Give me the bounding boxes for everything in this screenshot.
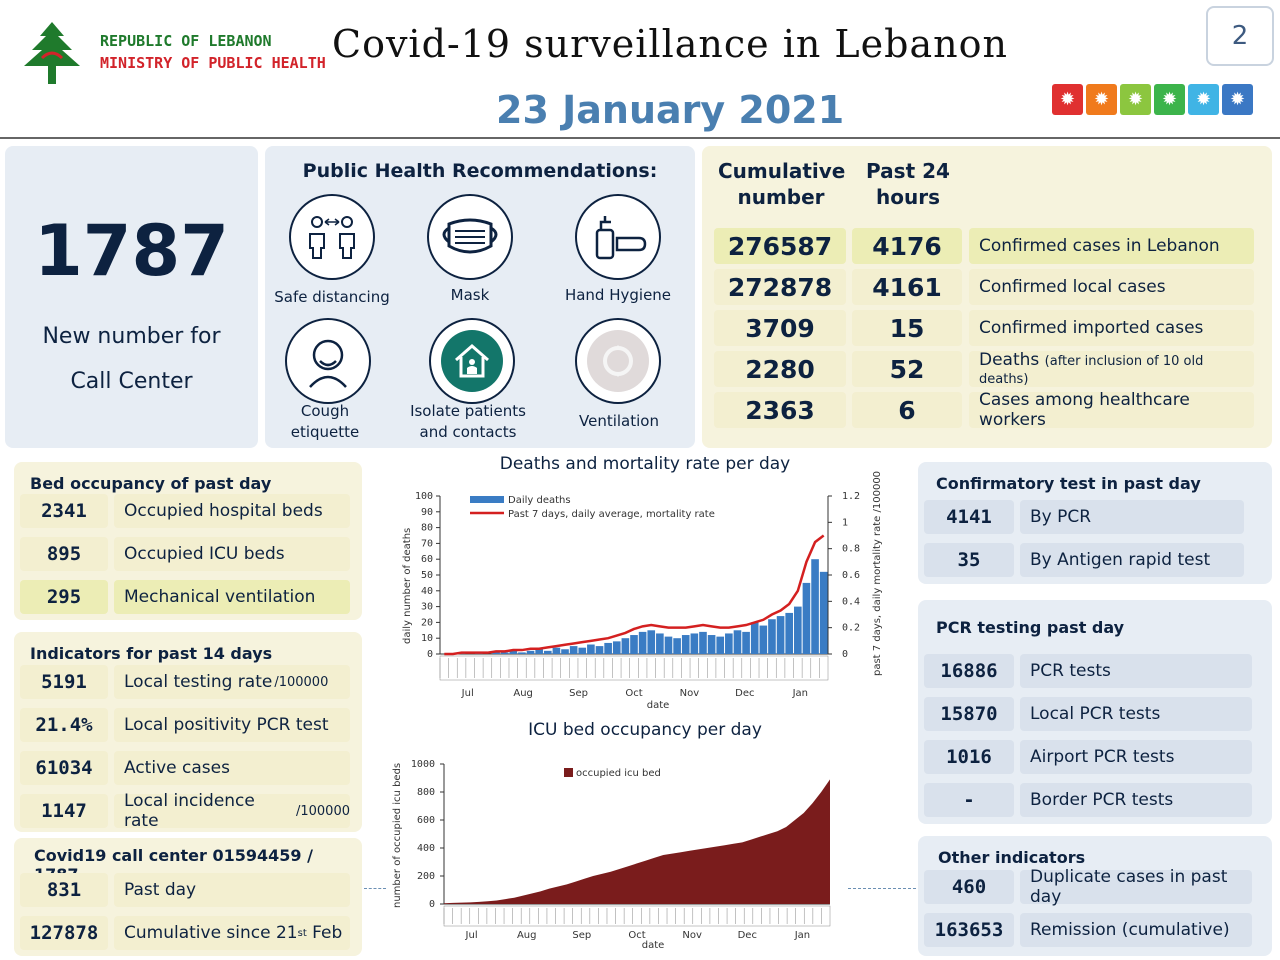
stat-value: 295 [20, 580, 108, 614]
stat-value: 163653 [924, 913, 1014, 947]
stat-label [114, 708, 350, 742]
stat-value: - [924, 783, 1014, 817]
stat-value: 21.4% [20, 708, 108, 742]
stat-label [1020, 783, 1252, 817]
death-bar [656, 633, 664, 654]
y-tick-label: 100 [414, 491, 433, 502]
rec-mask: Mask [450, 286, 490, 304]
death-bar [760, 626, 768, 654]
call-center-label: New number for Call Center [42, 324, 221, 394]
death-bar [501, 652, 509, 654]
stat-value: 460 [924, 870, 1014, 904]
death-bar [596, 646, 604, 654]
y2-tick-label: 0.6 [842, 570, 861, 581]
y-tick-label: 70 [420, 538, 433, 550]
death-bar [553, 648, 561, 654]
confirmatory-panel [918, 462, 1272, 584]
col-past24: Past 24 hours [866, 159, 950, 209]
stat-value: 5191 [20, 665, 108, 699]
past24-value: 15 [852, 310, 962, 346]
y-tick-label: 30 [420, 601, 433, 613]
death-bar [708, 635, 716, 654]
death-bar [561, 649, 569, 654]
hand-hygiene-icon [575, 194, 661, 280]
icu-area [444, 779, 830, 904]
stat-label-text: Local testing rate [124, 672, 273, 692]
pcr-title: PCR testing past day [936, 618, 1125, 637]
cumulative-label: Cases among healthcare workers [969, 392, 1254, 428]
deaths-chart [380, 452, 910, 712]
status-icons [1052, 84, 1253, 115]
stat-label-text: Local positivity PCR test [124, 715, 329, 735]
death-bar [587, 645, 595, 654]
isolate-icon [429, 318, 515, 404]
cumulative-value: 2280 [714, 351, 846, 387]
stat-value: 16886 [924, 654, 1014, 688]
month-label: Nov [682, 930, 702, 941]
y-tick-label: 40 [420, 585, 433, 597]
stat-label-text: Duplicate cases in past day [1030, 867, 1228, 907]
col-cumulative: Cumulative number [718, 159, 846, 209]
stat-label-text: Border PCR tests [1030, 790, 1174, 810]
call-center-panel [5, 146, 258, 448]
y2-tick-label: 0.8 [842, 543, 861, 555]
past24-value: 52 [852, 351, 962, 387]
cumulative-value: 276587 [714, 228, 846, 264]
death-bar [665, 637, 673, 654]
cumulative-panel [702, 146, 1272, 448]
cumulative-row [702, 392, 1272, 428]
y2-tick-label: 0.2 [842, 622, 861, 634]
month-label: Sep [572, 930, 592, 941]
status-icon: ✹ [1188, 84, 1219, 115]
status-icon: ✹ [1120, 84, 1151, 115]
y2-tick-label: 0 [842, 649, 849, 660]
ministry-line1: REPUBLIC OF LEBANON [100, 32, 272, 50]
status-icon: ✹ [1086, 84, 1117, 115]
y-tick-label: 600 [416, 815, 435, 826]
x-axis-label: date [646, 700, 670, 710]
month-label: Aug [513, 688, 533, 699]
death-bar [544, 651, 552, 654]
month-label: Jan [792, 688, 808, 699]
ventilation-icon [575, 318, 661, 404]
death-bar [725, 633, 733, 654]
y-tick-label: 50 [420, 570, 433, 581]
bed-panel [14, 462, 362, 620]
cumulative-label: Confirmed imported cases [969, 310, 1254, 346]
month-label: Jan [794, 930, 811, 941]
death-bar [699, 632, 707, 654]
past24-value: 4176 [852, 228, 962, 264]
y2-axis-label: past 7 days, daily mortality rate /100000 [872, 470, 883, 676]
stat-label [114, 580, 350, 614]
y2-tick-label: 1.2 [842, 491, 861, 502]
date-strip [440, 656, 828, 680]
safe-distancing-icon [289, 194, 375, 280]
deaths-label: Deaths [979, 350, 1040, 370]
death-bar [777, 616, 785, 654]
stat-label-text: Active cases [124, 758, 230, 778]
recommendations-panel [265, 146, 695, 448]
legend-icu: occupied icu bed [576, 768, 661, 779]
y-tick-label: 1000 [410, 759, 435, 770]
other-title: Other indicators [938, 848, 1086, 867]
death-bar [647, 630, 655, 654]
confirmatory-title: Confirmatory test in past day [936, 474, 1201, 493]
status-icon: ✹ [1154, 84, 1185, 115]
stat-label-text: Mechanical ventilation [124, 587, 316, 607]
stat-value: 4141 [924, 500, 1014, 534]
stat-value: 831 [20, 873, 108, 907]
rec-cough: Cough etiquette [290, 402, 360, 441]
death-bar [794, 607, 802, 654]
status-icon: ✹ [1222, 84, 1253, 115]
stat-label-text: PCR tests [1030, 661, 1111, 681]
cumulative-row [702, 228, 1272, 264]
legend-deaths: Daily deaths [508, 495, 571, 506]
past24-value: 4161 [852, 269, 962, 305]
cumulative-value: 272878 [714, 269, 846, 305]
deaths-note: (after inclusion of 10 old deaths) [979, 354, 1204, 387]
y2-tick-label: 1 [842, 517, 849, 529]
death-bar [751, 622, 759, 654]
death-bar [716, 637, 724, 654]
stat-value: 35 [924, 543, 1014, 577]
death-bar [570, 646, 578, 654]
death-bar [604, 643, 612, 654]
stat-value: 2341 [20, 494, 108, 528]
ministry-logo [12, 18, 92, 90]
page-number: 2 [1206, 6, 1274, 66]
month-label: Jul [461, 688, 474, 699]
pcr-panel [918, 600, 1272, 824]
stat-label [114, 494, 350, 528]
deaths-chart-title: Deaths and mortality rate per day [499, 454, 791, 474]
stat-label [114, 873, 350, 907]
legend-swatch-icu [564, 768, 573, 777]
stat-value: 895 [20, 537, 108, 571]
month-label: Oct [628, 930, 646, 941]
cumulative-value: 3709 [714, 310, 846, 346]
stat-label [1020, 654, 1252, 688]
y-tick-label: 0 [426, 649, 433, 660]
stat-label [1020, 867, 1252, 907]
stat-label-text: By Antigen rapid test [1030, 550, 1211, 570]
death-bar [811, 559, 819, 654]
recommendations-title: Public Health Recommendations: [302, 160, 658, 182]
stat-label-text: Cumulative since 21 [124, 923, 298, 943]
cumulative-value: 2363 [714, 392, 846, 428]
death-bar [691, 633, 699, 654]
stat-unit: /100000 [295, 803, 350, 819]
call-center-number: 1787 [34, 210, 229, 292]
callcenter-stats-panel [14, 838, 362, 956]
month-label: Oct [625, 688, 643, 699]
stat-label-text: Occupied ICU beds [124, 544, 285, 564]
stat-label [114, 537, 350, 571]
bed-title: Bed occupancy of past day [30, 474, 272, 493]
cumulative-row [702, 269, 1272, 305]
death-bar [527, 651, 535, 654]
rec-isolate: Isolate patients and contacts [410, 402, 526, 441]
stat-label [114, 665, 350, 699]
death-bar [518, 652, 526, 654]
month-label: Aug [516, 930, 537, 941]
y-tick-label: 90 [420, 506, 433, 518]
header-divider [0, 137, 1280, 139]
y-tick-label: 80 [420, 522, 433, 534]
stat-label-text: Local incidence rate [124, 791, 255, 831]
death-bar [613, 641, 621, 654]
death-bar [639, 632, 647, 654]
stat-label [1020, 913, 1252, 947]
stat-value: 61034 [20, 751, 108, 785]
icu-chart-title: ICU bed occupancy per day [528, 720, 762, 740]
death-bar [820, 572, 828, 654]
death-bar [630, 635, 638, 654]
rec-hand-hygiene: Hand Hygiene [564, 286, 672, 304]
cumulative-row [702, 310, 1272, 346]
stat-value: 15870 [924, 697, 1014, 731]
stat-label-text: By PCR [1030, 507, 1092, 527]
y-tick-label: 200 [416, 871, 435, 882]
cumulative-row [702, 351, 1272, 387]
month-label: Nov [679, 688, 700, 699]
icu-chart [380, 716, 910, 956]
stat-label-text: Airport PCR tests [1030, 747, 1175, 767]
y-tick-label: 0 [428, 899, 435, 910]
cumulative-label [969, 351, 1254, 387]
past24-value: 6 [852, 392, 962, 428]
death-bar [785, 613, 793, 654]
stat-value: 1147 [20, 794, 108, 828]
y-tick-label: 400 [416, 843, 435, 854]
death-bar [578, 648, 586, 654]
y-tick-label: 60 [420, 554, 433, 566]
callcenter-stats-title: Covid19 call center 01594459 / [34, 846, 313, 865]
stat-label [114, 751, 350, 785]
y-axis-label: daily number of deaths [402, 527, 413, 644]
cumulative-label: Confirmed local cases [969, 269, 1254, 305]
stat-tail: Feb [306, 923, 343, 943]
x-axis-label: date [641, 940, 665, 951]
y-tick-label: 800 [416, 787, 435, 798]
indicators-panel [14, 632, 362, 832]
death-bar [734, 630, 742, 654]
status-icon: ✹ [1052, 84, 1083, 115]
other-panel [918, 836, 1272, 956]
date-strip [444, 906, 830, 926]
month-label: Jul [465, 930, 478, 941]
stat-label [1020, 740, 1252, 774]
stat-label-text: Past day [124, 880, 197, 900]
deaths-chart-svg [380, 452, 910, 710]
stat-label-text: Local PCR tests [1030, 704, 1161, 724]
stat-label [114, 791, 350, 831]
death-bar [673, 638, 681, 654]
death-bar [803, 583, 811, 654]
y2-tick-label: 0.4 [842, 596, 861, 608]
stat-label [1020, 697, 1252, 731]
stat-label-text: Occupied hospital beds [124, 501, 323, 521]
death-bar [622, 638, 630, 654]
y-tick-label: 20 [420, 617, 433, 629]
month-label: Dec [737, 930, 757, 941]
month-label: Dec [735, 688, 755, 699]
cough-icon [285, 318, 371, 404]
page-title: Covid-19 surveillance in Lebanon [332, 22, 1008, 66]
stat-value: 127878 [20, 916, 108, 950]
cedar-icon [12, 18, 92, 90]
icu-chart-svg [380, 716, 910, 956]
legend-rate: Past 7 days, daily average, mortality rate [508, 509, 715, 520]
ministry-line2: MINISTRY OF PUBLIC HEALTH [100, 54, 326, 72]
y-axis-label: number of occupied icu beds [392, 762, 403, 908]
legend-swatch-deaths [470, 496, 504, 503]
cumulative-label: Confirmed cases in Lebanon [969, 228, 1254, 264]
y-tick-label: 10 [420, 633, 433, 645]
death-bar [742, 632, 750, 654]
rec-safe-distancing: Safe distancing [274, 288, 390, 306]
stat-label-text: Remission (cumulative) [1030, 920, 1230, 940]
death-bar [768, 619, 776, 654]
stat-label [1020, 500, 1244, 534]
death-bar [682, 635, 690, 654]
stat-sup: st [297, 927, 307, 939]
indicators-title: Indicators for past 14 days [30, 644, 273, 663]
mask-icon [427, 194, 513, 280]
month-label: Sep [569, 688, 589, 699]
rec-ventilation: Ventilation [579, 412, 659, 430]
stat-unit: /100000 [274, 674, 329, 690]
stat-label [114, 916, 350, 950]
stat-value: 1016 [924, 740, 1014, 774]
stat-label [1020, 543, 1244, 577]
report-date: 23 January 2021 [496, 88, 845, 132]
